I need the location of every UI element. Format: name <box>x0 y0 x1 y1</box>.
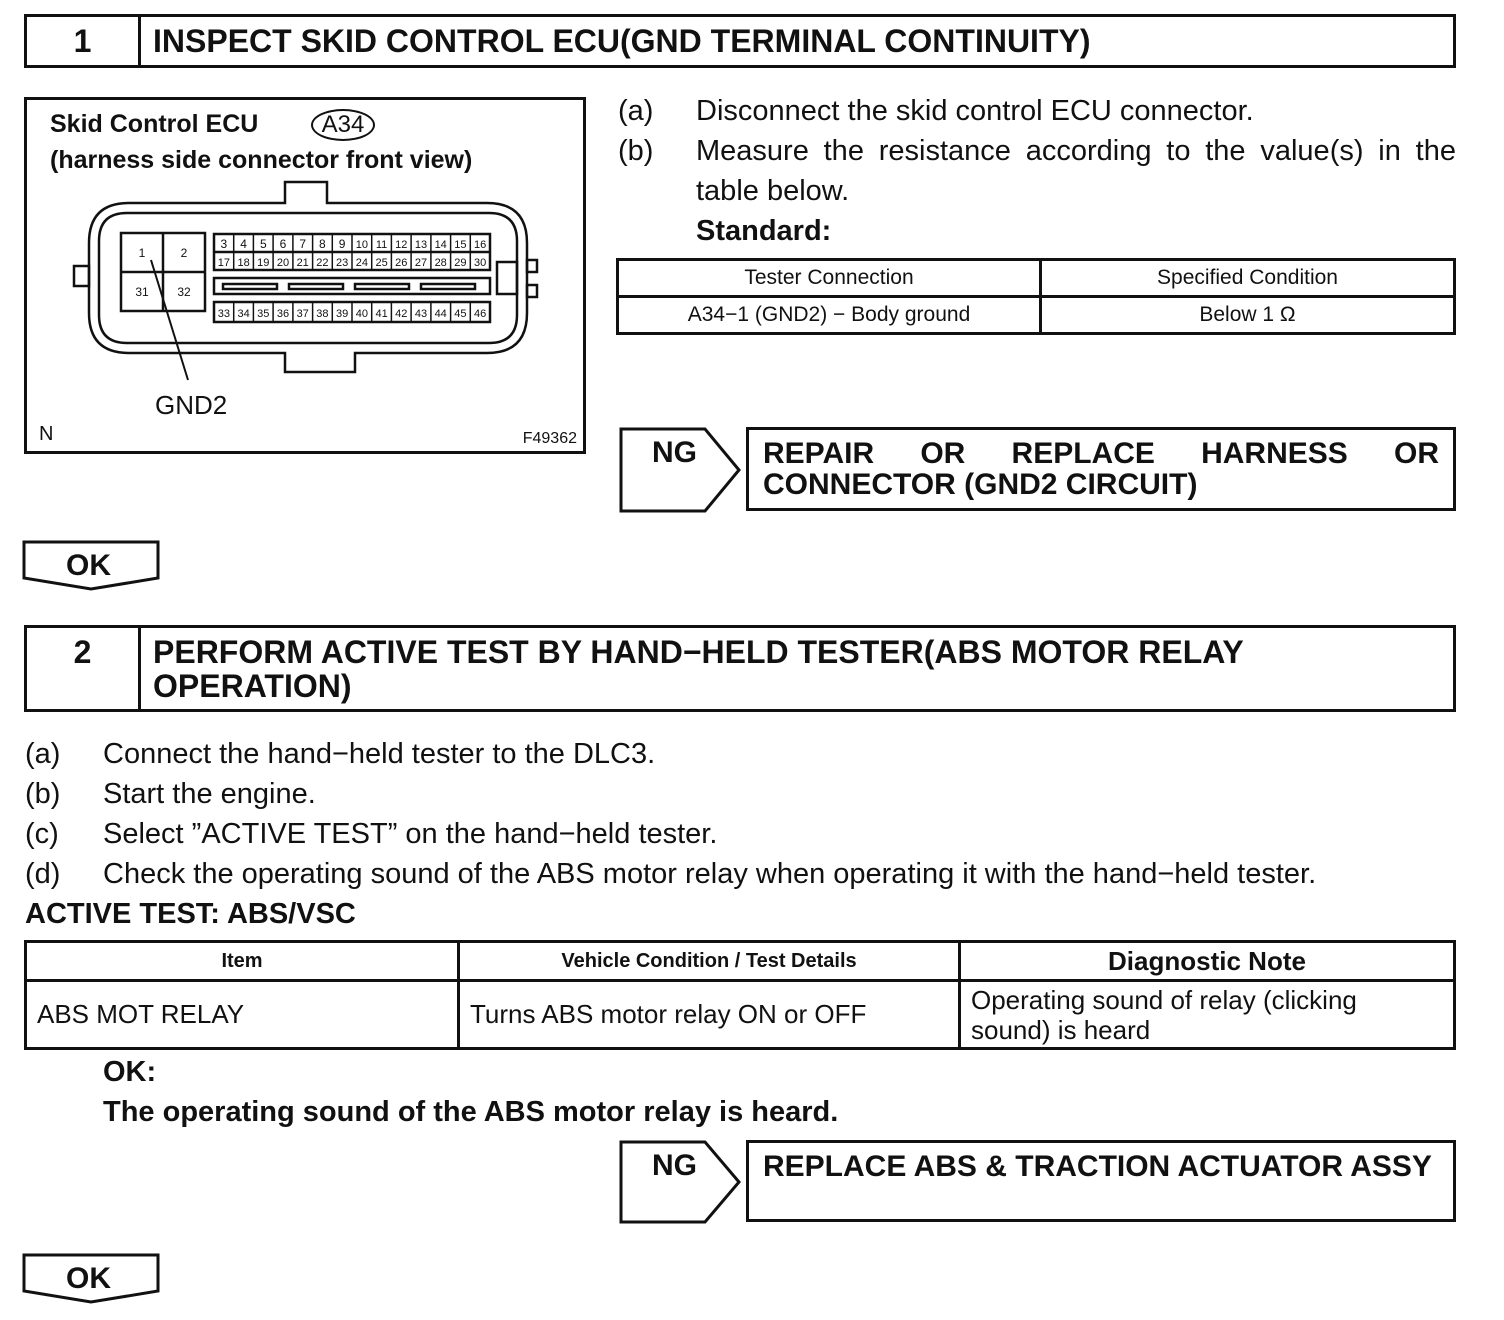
ok-criteria-label: OK: <box>103 1056 157 1088</box>
step-number: 2 <box>27 628 141 709</box>
connector-code: A34 <box>321 111 365 138</box>
instruction-label: (d) <box>25 858 61 890</box>
ng-result-2: REPLACE ABS & TRACTION ACTUATOR ASSY <box>746 1140 1456 1222</box>
active-test-label: ACTIVE TEST: ABS/VSC <box>25 898 356 930</box>
step2-instruction-a <box>25 734 655 774</box>
pin-6: 6 <box>279 237 287 251</box>
instruction-label: (b) <box>25 778 61 810</box>
pin-28: 28 <box>434 257 447 269</box>
pin-9: 9 <box>338 237 346 251</box>
step1-instruction-a <box>618 91 1254 131</box>
ng-result-1-line1: REPAIR OR REPLACE HARNESS OR <box>763 437 1439 470</box>
ok-label-2: OK <box>66 1262 111 1295</box>
pin-44: 44 <box>434 308 447 320</box>
pin-22: 22 <box>316 257 329 269</box>
step1-instruction-b-cont <box>618 171 849 211</box>
step2-instruction-d <box>25 854 1316 894</box>
ng-label-2: NG <box>652 1149 697 1182</box>
pin-4: 4 <box>240 237 247 251</box>
instruction-label: (c) <box>25 818 59 850</box>
connector-diagram <box>24 97 586 454</box>
pin-45: 45 <box>454 308 467 320</box>
pin-23: 23 <box>335 257 349 269</box>
step1-instruction-b <box>618 131 1456 171</box>
instruction-text: table below. <box>696 175 850 207</box>
active-test-table <box>24 940 1456 1050</box>
pin-46: 46 <box>473 308 487 320</box>
pin-14: 14 <box>434 239 447 251</box>
pin-38: 38 <box>316 308 329 320</box>
pin-2: 2 <box>180 246 188 260</box>
pin-15: 15 <box>454 239 467 251</box>
pin-31: 31 <box>135 285 149 299</box>
pin-36: 36 <box>276 308 290 320</box>
ng-result-1 <box>746 427 1456 511</box>
instruction-label: (a) <box>25 738 61 770</box>
active-cell-item: ABS MOT RELAY <box>26 981 459 1049</box>
instruction-text: Disconnect the skid control ECU connector. <box>696 95 1254 127</box>
pin-43: 43 <box>414 308 428 320</box>
step-1-header <box>24 14 1456 68</box>
step2-instruction-c <box>25 814 717 854</box>
standard-header-connection: Tester Connection <box>618 260 1041 297</box>
pin-19: 19 <box>257 257 270 269</box>
standard-label: Standard: <box>696 215 832 247</box>
standard-cell-condition: Below 1 Ω <box>1041 297 1455 334</box>
pin-37: 37 <box>296 308 309 320</box>
step-title-line2: OPERATION) <box>153 667 352 704</box>
pin-17: 17 <box>217 257 231 269</box>
pin-11: 11 <box>375 239 388 251</box>
standard-table <box>616 258 1456 335</box>
step-title: INSPECT SKID CONTROL ECU(GND TERMINAL CONTINUITY) <box>153 23 1091 59</box>
pin-21: 21 <box>296 257 309 269</box>
ok-label-1: OK <box>66 549 111 582</box>
instruction-text: Measure the resistance according to the value(s) in the <box>696 135 1456 167</box>
pin-20: 20 <box>276 257 290 269</box>
pin-30: 30 <box>473 257 487 269</box>
active-header-note: Diagnostic Note <box>960 942 1455 981</box>
pin-26: 26 <box>395 257 408 269</box>
pin-gnd2-label: GND2 <box>155 390 228 420</box>
pin-25: 25 <box>375 257 388 269</box>
pin-40: 40 <box>355 308 369 320</box>
pin-8: 8 <box>319 237 326 251</box>
pin-16: 16 <box>473 239 487 251</box>
pin-42: 42 <box>395 308 408 320</box>
instruction-text: Select ”ACTIVE TEST” on the hand−held tester. <box>103 818 718 850</box>
diagram-subtitle: (harness side connector front view) <box>50 146 473 174</box>
ok-criteria-statement: The operating sound of the ABS motor relay is heard. <box>103 1096 839 1128</box>
pin-3: 3 <box>220 237 228 251</box>
step-title <box>141 628 1453 709</box>
pin-29: 29 <box>454 257 467 269</box>
pin-27: 27 <box>414 257 428 269</box>
step-2-header <box>24 625 1456 712</box>
ng-result-1-line2: CONNECTOR (GND2 CIRCUIT) <box>763 468 1198 501</box>
pin-18: 18 <box>237 257 250 269</box>
instruction-label: (b) <box>618 135 654 167</box>
pin-41: 41 <box>375 308 388 320</box>
pin-5: 5 <box>259 237 267 251</box>
standard-cell-connection: A34−1 (GND2) − Body ground <box>618 297 1041 334</box>
active-cell-note: Operating sound of relay (clicking sound) is heard <box>960 981 1455 1049</box>
active-header-condition: Vehicle Condition / Test Details <box>459 942 960 981</box>
pin-35: 35 <box>257 308 270 320</box>
ng-label-1: NG <box>652 436 697 469</box>
instruction-text: Check the operating sound of the ABS motor relay when operating it with the hand−held tester. <box>103 858 1317 890</box>
corner-mark: N <box>39 423 54 445</box>
step2-instruction-b <box>25 774 316 814</box>
pin-32: 32 <box>177 285 191 299</box>
pin-1: 1 <box>138 246 146 260</box>
figure-id: F49362 <box>522 430 577 447</box>
pin-12: 12 <box>395 239 408 251</box>
instruction-label: (a) <box>618 95 654 127</box>
standard-header-condition: Specified Condition <box>1041 260 1455 297</box>
pin-24: 24 <box>355 257 369 269</box>
pin-10: 10 <box>355 239 369 251</box>
active-cell-condition: Turns ABS motor relay ON or OFF <box>459 981 960 1049</box>
diagram-title: Skid Control ECU <box>50 110 259 138</box>
active-header-item: Item <box>26 942 459 981</box>
pin-13: 13 <box>414 239 428 251</box>
step-title-line1: PERFORM ACTIVE TEST BY HAND−HELD TESTER(ABS MOTOR RELAY <box>153 633 1244 670</box>
pin-34: 34 <box>237 308 250 320</box>
step-number: 1 <box>27 17 141 65</box>
pin-7: 7 <box>299 237 307 251</box>
instruction-text: Start the engine. <box>103 778 316 810</box>
pin-33: 33 <box>217 308 231 320</box>
pin-39: 39 <box>335 308 349 320</box>
connector-face <box>27 100 583 451</box>
instruction-text: Connect the hand−held tester to the DLC3. <box>103 738 656 770</box>
